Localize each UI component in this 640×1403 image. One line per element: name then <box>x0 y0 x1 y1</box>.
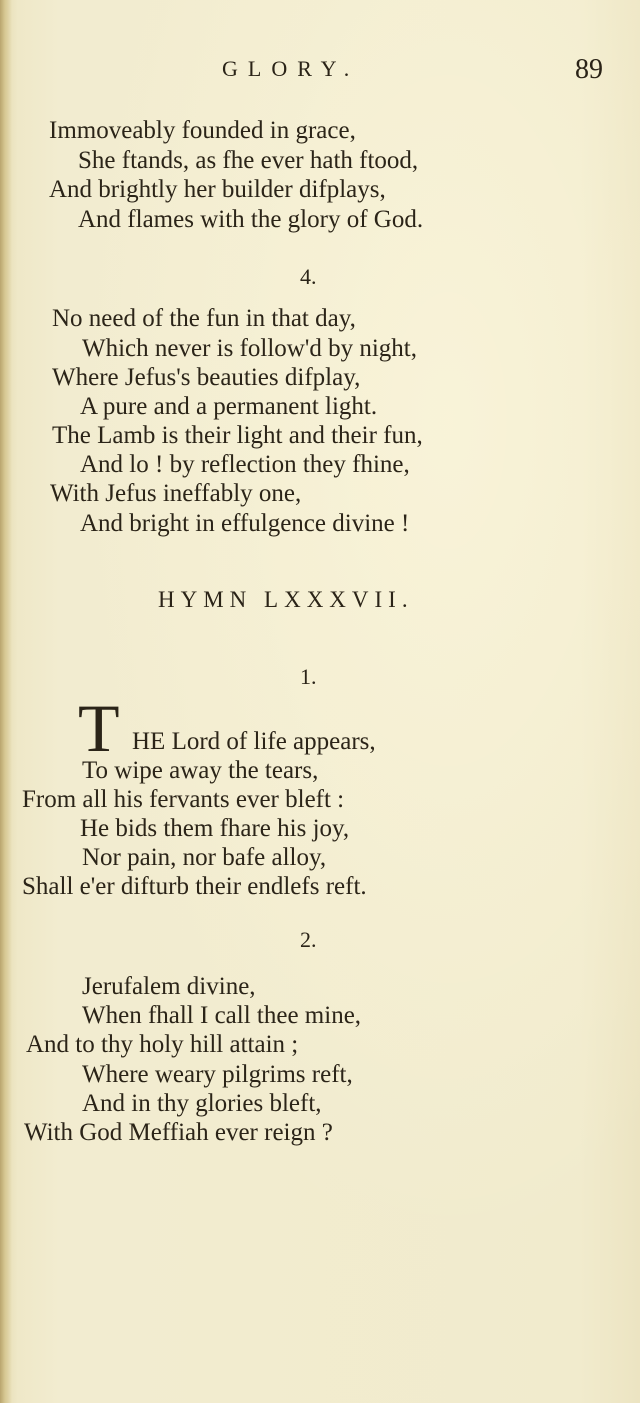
verse-line: And flames with the glory of God. <box>78 206 424 233</box>
verse-line: He bids them fhare his joy, <box>80 815 350 842</box>
verse-line: And to thy holy hill attain ; <box>26 1031 299 1058</box>
verse-line: Shall e'er difturb their endlefs reft. <box>22 873 367 900</box>
verse-line: She ftands, as fhe ever hath ftood, <box>78 147 419 174</box>
verse-line: Jerufalem divine, <box>82 973 256 1000</box>
drop-cap: T <box>78 690 120 766</box>
verse-line: With Jefus ineffably one, <box>50 480 302 507</box>
verse-line: When fhall I call thee mine, <box>82 1002 362 1029</box>
page-number: 89 <box>575 54 603 85</box>
verse-line: Where Jefus's beauties difplay, <box>52 364 361 391</box>
verse-line: From all his fervants ever bleft : <box>22 786 345 813</box>
hymn-title: HYMN LXXXVII. <box>158 587 414 612</box>
verse-line: No need of the fun in that day, <box>52 305 356 332</box>
verse-line: With God Meffiah ever reign ? <box>24 1119 333 1146</box>
verse-line: The Lamb is their light and their fun, <box>52 422 423 449</box>
verse-line: A pure and a permanent light. <box>80 393 378 420</box>
page-edge <box>0 0 12 1403</box>
verse-line: Immoveably founded in grace, <box>49 117 356 144</box>
verse-line: HE Lord of life appears, <box>132 728 376 755</box>
verse-line: And lo ! by reflection they fhine, <box>80 451 410 478</box>
verse-line: And bright in effulgence divine ! <box>80 510 410 537</box>
running-head: GLORY. <box>222 56 360 81</box>
stanza-number: 4. <box>300 264 317 289</box>
stanza-number: 2. <box>300 927 317 952</box>
stanza-number: 1. <box>300 664 317 689</box>
verse-line: Which never is follow'd by night, <box>82 335 417 362</box>
verse-line: Nor pain, nor bafe alloy, <box>82 844 327 871</box>
verse-line: And brightly her builder difplays, <box>49 176 386 203</box>
verse-line: Where weary pilgrims reft, <box>82 1061 353 1088</box>
verse-line: To wipe away the tears, <box>82 757 319 784</box>
verse-line: And in thy glories bleft, <box>82 1090 322 1117</box>
